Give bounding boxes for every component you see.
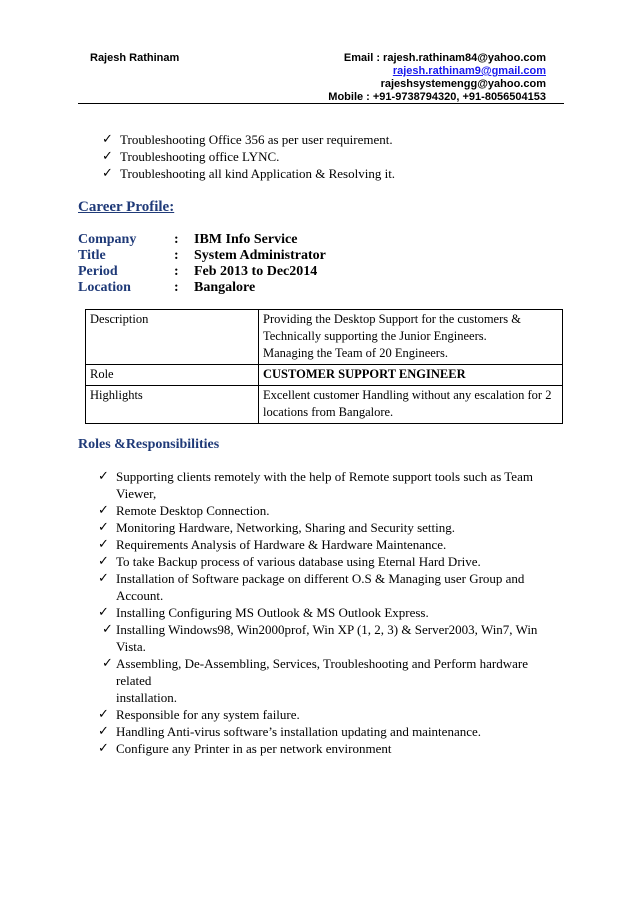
list-item: ✓ Remote Desktop Connection. (98, 503, 270, 518)
top-skill-list (102, 131, 540, 182)
email-primary: Email : rajesh.rathinam84@yahoo.com (343, 52, 546, 64)
checkmark-icon: ✓ (102, 166, 113, 181)
checkmark-icon: ✓ (102, 149, 113, 164)
checkmark-icon: ✓ (98, 503, 109, 518)
table-cell-label: Role (86, 365, 259, 386)
checkmark-icon: ✓ (98, 537, 109, 552)
list-item: ✓ Monitoring Hardware, Networking, Sharing and Security setting. (98, 520, 456, 535)
checkmark-icon: ✓ (98, 741, 109, 756)
table-cell-value: Providing the Desktop Support for the customers & Technically supporting the Junior Engineers. Managing the Team of 20 Engineers. (259, 310, 563, 365)
checkmark-icon: ✓ (98, 520, 109, 535)
list-item: ✓ Supporting clients remotely with the help of Remote support tools such as Team Viewer, (98, 469, 533, 501)
candidate-name: Rajesh Rathinam (90, 52, 180, 64)
contact-block (246, 52, 546, 104)
roles-heading: Roles &Responsibilities (78, 437, 220, 452)
table-row (86, 365, 563, 386)
checkmark-icon: ✓ (98, 707, 109, 722)
list-item: ✓ Troubleshooting all kind Application & Resolving it. (102, 166, 396, 181)
checkmark-icon: ✓ (98, 469, 109, 484)
email-link-gmail[interactable]: rajesh.rathinam9@gmail.com (392, 65, 546, 77)
list-item: ✓ Troubleshooting Office 356 as per user requirement. (102, 132, 393, 147)
table-row (86, 310, 563, 365)
table-cell-label: Description (86, 310, 259, 365)
checkmark-icon: ✓ (102, 622, 113, 637)
list-item: ✓ Installing Configuring MS Outlook & MS Outlook Express. (98, 605, 429, 620)
list-item: ✓ Configure any Printer in as per network environment (98, 741, 392, 756)
list-item: ✓ Installing Windows98, Win2000prof, Win XP (1, 2, 3) & Server2003, Win7, Win Vista. (102, 622, 538, 654)
checkmark-icon: ✓ (98, 724, 109, 739)
list-item: ✓ Requirements Analysis of Hardware & Hardware Maintenance. (98, 537, 447, 552)
mobile-numbers: Mobile : +91-9738794320, +91-8056504153 (328, 91, 546, 103)
list-item: ✓ To take Backup process of various database using Eternal Hard Drive. (98, 554, 481, 569)
checkmark-icon: ✓ (98, 605, 109, 620)
email-secondary: rajeshsystemengg@yahoo.com (380, 78, 546, 90)
resume-page: Rajesh Rathinam Email : rajesh.rathinam84@yahoo.com rajesh.rathinam9@gmail.com rajeshsystemengg@yahoo.com Mobile : +91-9738794320, +91-8056504153 ✓ Troubleshooting Office 356 as per user requirement. ✓ Troubleshooting office LYNC. ✓ Troubleshooting all kind Application & Resolving it. Career Profile: Company : IBM Info Service Title : System Administrator Period : Feb 2013 to Dec2014 Location : Bangalore Description Providing the Desktop Support for the customers & Technically supporting the Junior Engineers. Managing the Team of 20 Engineers. Role CUSTOMER SUPPORT ENGINEER Highlights Excellent customer Handling without any escalation for 2 locations from Bangalore. Roles &Responsibilities ✓ Supporting clients remotely with the help of Remote support tools such as Team Viewer, ✓ Remote Desktop Connection. ✓ Monitoring Hardware, Networking, Sharing and Security setting. ✓ Requirements Analysis of Hardware & Hardware Maintenance. ✓ To take Backup process of various database using Eternal Hard Drive. ✓ Installation of Software package on different O.S & Managing user Group and Account. ✓ Installing Configuring MS Outlook & MS Outlook Express. ✓ Installing Windows98, Win2000prof, Win XP (1, 2, 3) & Server2003, Win7, Win Vista. ✓ Assembling, De-Assembling, Services, Troubleshooting and Perform hardware related installation. ✓ Responsible for any system failure. ✓ Handling Anti-virus software’s installation updating and maintenance. ✓ Configure any Printer in as per network environment (0, 0, 638, 902)
list-item: ✓ Responsible for any system failure. (98, 707, 300, 722)
job-info-table (85, 309, 563, 424)
checkmark-icon: ✓ (102, 656, 113, 671)
career-profile-heading: Career Profile: (78, 199, 175, 215)
table-cell-value: CUSTOMER SUPPORT ENGINEER (259, 365, 563, 386)
checkmark-icon: ✓ (98, 554, 109, 569)
list-item: ✓ Handling Anti-virus software’s installation updating and maintenance. (98, 724, 482, 739)
table-cell-label: Highlights (86, 386, 259, 424)
list-item: ✓ Assembling, De-Assembling, Services, Troubleshooting and Perform hardware related installation. (102, 656, 528, 705)
checkmark-icon: ✓ (102, 132, 113, 147)
table-row (86, 386, 563, 424)
header-divider (78, 103, 564, 104)
table-cell-value: Excellent customer Handling without any escalation for 2 locations from Bangalore. (259, 386, 563, 424)
list-item: ✓ Troubleshooting office LYNC. (102, 149, 280, 164)
checkmark-icon: ✓ (98, 571, 109, 586)
responsibilities-list (98, 468, 556, 757)
list-item: ✓ Installation of Software package on different O.S & Managing user Group and Account. (98, 571, 525, 603)
